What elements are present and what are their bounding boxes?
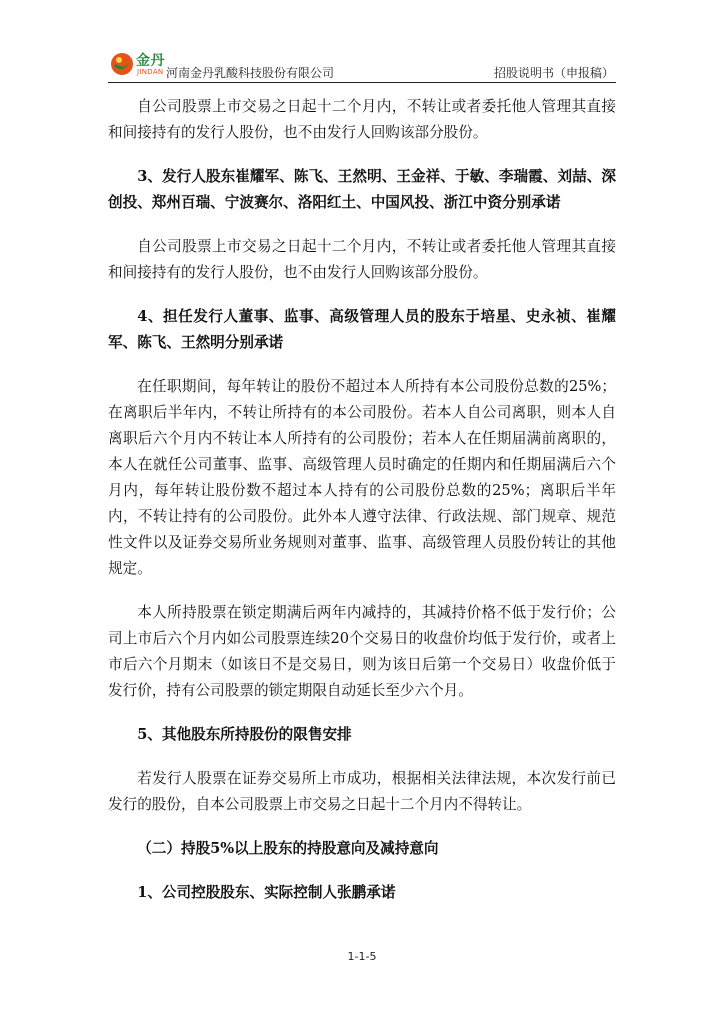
paragraph-other-shareholders: 若发行人股票在证券交易所上市成功，根据相关法律法规，本次发行前已发行的股份，自本公司股票上市交易之日起十二个月内不得转让。 (108, 770, 616, 813)
logo-mark-icon (110, 52, 134, 76)
logo-text-en: JINDAN (137, 68, 164, 76)
heading-item-3: 3、发行人股东崔耀军、陈飞、王然明、王金祥、于敏、李瑞霞、刘喆、深创投、郑州百瑞、宁波赛尔、洛阳红土、中国风投、浙江中资分别承诺 (108, 168, 616, 211)
company-name: 河南金丹乳酸科技股份有限公司 (166, 66, 335, 80)
page-header (108, 46, 616, 83)
paragraph-lockup-2: 自公司股票上市交易之日起十二个月内，不转让或者委托他人管理其直接和间接持有的发行人股份，也不由发行人回购该部分股份。 (108, 238, 616, 281)
heading-section-2: （二）持股5%以上股东的持股意向及减持意向 (137, 840, 439, 857)
page-number: 1-1-5 (347, 950, 377, 963)
heading-item-4: 4、担任发行人董事、监事、高级管理人员的股东于培星、史永祯、崔耀军、陈飞、王然明分别承诺 (108, 308, 616, 351)
company-logo (108, 46, 172, 82)
logo-text-cn: 金丹 (136, 53, 165, 69)
document-body (108, 94, 616, 924)
heading-item-1: 1、公司控股股东、实际控制人张鹏承诺 (137, 884, 396, 901)
paragraph-lockup-1: 自公司股票上市交易之日起十二个月内，不转让或者委托他人管理其直接和间接持有的发行人股份，也不由发行人回购该部分股份。 (108, 98, 616, 141)
heading-item-5: 5、其他股东所持股份的限售安排 (137, 726, 352, 743)
document-type: 招股说明书（申报稿） (493, 66, 614, 80)
paragraph-reduction-price: 本人所持股票在锁定期满后两年内减持的，其减持价格不低于发行价；公司上市后六个月内如公司股票连续20个交易日的收盘价均低于发行价，或者上市后六个月期末（如该日不是交易日，则为该日后第一个交易日）收盘价低于发行价，持有公司股票的锁定期限自动延长至少六个月。 (108, 604, 616, 699)
paragraph-tenure-transfer: 在任职期间，每年转让的股份不超过本人所持有本公司股份总数的25%；在离职后半年内，不转让所持有的本公司股份。若本人自公司离职，则本人自离职后六个月内不转让本人所持有的公司股份；若本人在任期届满前离职的，本人在就任公司董事、监事、高级管理人员时确定的任期内和任期届满后六个月内，每年转让股份数不超过本人持有的公司股份总数的25%；离职后半年内，不转让持有的公司股份。此外本人遵守法律、行政法规、部门规章、规范性文件以及证券交易所业务规则对董事、监事、高级管理人员股份转让的其他规定。 (108, 378, 616, 577)
